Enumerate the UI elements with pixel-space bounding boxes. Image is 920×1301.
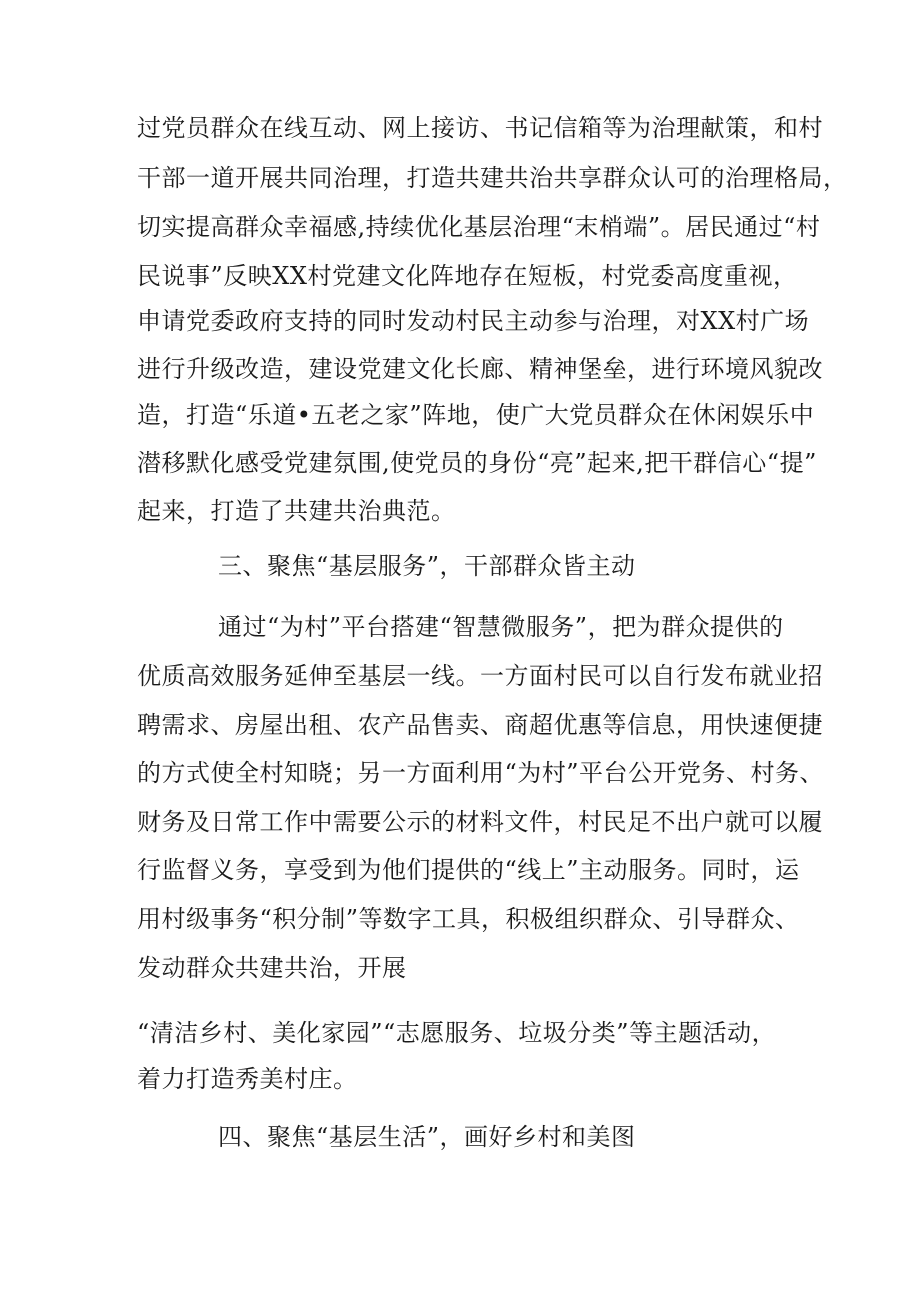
section-heading-basic-services: 三、聚焦“基层服务”，干部群众皆主动 bbox=[218, 552, 636, 580]
text-line: 优质高效服务延伸至基层一线。一方面村民可以自行发布就业招 bbox=[137, 662, 823, 690]
text-line: 聘需求、房屋出租、农产品售卖、商超优惠等信息，用快速便捷 bbox=[137, 711, 823, 739]
text-line: 切实提高群众幸福感,持续优化基层治理“末梢端”。居民通过“村 bbox=[137, 213, 821, 241]
text-line: 财务及日常工作中需要公示的材料文件，村民足不出户就可以履 bbox=[137, 808, 823, 836]
text-line: 着力打造秀美村庄。 bbox=[137, 1065, 358, 1093]
section-heading-basic-life: 四、聚焦“基层生活”，画好乡村和美图 bbox=[218, 1123, 636, 1151]
text-line: 申请党委政府支持的同时发动村民主动参与治理，对XX村广场 bbox=[137, 307, 810, 335]
text-line: 造，打造“乐道•五老之家”阵地，使广大党员群众在休闲娱乐中 bbox=[137, 401, 815, 429]
text-line: 发动群众共建共治，开展 bbox=[137, 954, 407, 982]
text-line: 过党员群众在线互动、网上接访、书记信箱等为治理献策，和村 bbox=[137, 114, 823, 142]
text-line: 民说事”反映XX村党建文化阵地存在短板，村党委高度重视， bbox=[137, 262, 798, 290]
text-line: 通过“为村”平台搭建“智慧微服务”，把为群众提供的 bbox=[218, 613, 784, 641]
text-line: 行监督义务，享受到为他们提供的“线上”主动服务。同时，运 bbox=[137, 856, 800, 884]
text-line: 进行升级改造，建设党建文化长廊、精神堡垒，进行环境风貌改 bbox=[137, 355, 823, 383]
text-line: 用村级事务“积分制”等数字工具，积极组织群众、引导群众、 bbox=[137, 905, 800, 933]
text-line: 的方式使全村知晓；另一方面利用“为村”平台公开党务、村务、 bbox=[137, 759, 825, 787]
text-line: 干部一道开展共同治理，打造共建共治共享群众认可的治理格局， bbox=[137, 164, 848, 192]
text-line: 潜移默化感受党建氛围,使党员的身份“亮”起来,把干群信心“提” bbox=[137, 449, 817, 477]
text-line: 起来，打造了共建共治典范。 bbox=[137, 497, 456, 525]
text-line: “清洁乡村、美化家园”“志愿服务、垃圾分类”等主题活动， bbox=[137, 1019, 777, 1047]
